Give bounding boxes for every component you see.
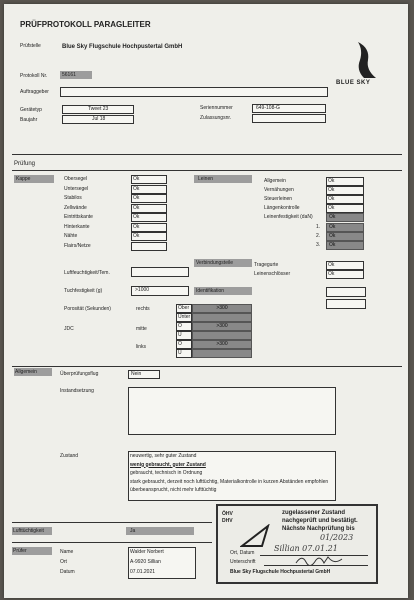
kappe-item-value: Ok — [131, 185, 167, 194]
stamp-line2: nachgeprüft und bestätigt. — [282, 518, 358, 524]
stamp-unterschrift-label: Unterschrift — [230, 559, 256, 565]
leinen-item-label: Allgemein — [264, 178, 286, 184]
pruefer-ort-value: A-9920 Sillian — [130, 559, 161, 565]
pruefstelle-label: Prüfstelle — [20, 43, 41, 49]
pruefer-name-label: Name — [60, 549, 74, 555]
verbindung-item-label: Leinenschlösser — [254, 271, 291, 277]
leinen-item-value: Ok — [326, 204, 364, 213]
section-divider — [12, 170, 402, 171]
kappe-label: Kappe — [16, 176, 31, 182]
mitte-label: mitte — [136, 326, 147, 332]
kappe-item-value: Ok — [131, 223, 167, 232]
stamp-company: Blue Sky Flugschule Hochpustertal GmbH — [230, 569, 331, 575]
logo-text: BLUE SKY — [336, 80, 371, 86]
stamp-next-date: 01/2023 — [320, 533, 354, 542]
kappe-item-value: Ok — [131, 194, 167, 203]
protokoll-nr-value: 56161 — [62, 72, 76, 78]
porositaet-side: U — [176, 349, 192, 358]
inspection-form — [4, 4, 408, 598]
porositaet-side: U — [176, 331, 192, 340]
leinen-num-value: Ok — [326, 232, 364, 241]
leinen-num-value: Ok — [326, 223, 364, 232]
porositaet-value: >300 — [192, 322, 252, 331]
leinen-item-label: Leinenfestigkeit (daN) — [264, 214, 313, 220]
leinen-num-value: Ok — [326, 241, 364, 250]
kappe-item-label: Obersegel — [64, 176, 88, 182]
seriennummer-label: Seriennummer — [200, 105, 233, 111]
leinen-item-value: Ok — [326, 213, 364, 222]
section-divider — [12, 366, 402, 367]
instandsetzung-field — [128, 387, 336, 435]
pruefer-label: Prüfer — [13, 548, 27, 554]
pruefer-datum-label: Datum — [60, 569, 75, 575]
zulassung-field — [252, 114, 326, 123]
leinen-item-label: Längenkontrolle — [264, 205, 300, 211]
stamp-ort-datum-value: Sillian 07.01.21 — [274, 544, 338, 553]
section-divider — [12, 154, 402, 155]
jdc-label: JDC — [64, 326, 74, 332]
luftfeuchte-field — [131, 267, 189, 277]
porositaet-label: Porosität (Sekunden) — [64, 306, 111, 312]
porositaet-value — [192, 331, 252, 340]
zustand-label: Zustand — [60, 453, 79, 459]
signature — [294, 553, 344, 567]
pruefung-label: Prüfung — [14, 161, 36, 167]
kappe-item-value — [131, 242, 167, 251]
stamp-line3: Nächste Nachprüfung bis — [282, 526, 355, 532]
kappe-item-label: Nähte — [64, 233, 78, 239]
leinen-label: Leinen — [198, 176, 214, 182]
porositaet-value — [192, 313, 252, 322]
protokoll-nr-label: Protokoll Nr. — [20, 73, 48, 79]
zustand-option: gebraucht, technisch in Ordnung — [130, 470, 203, 476]
allgemein-label: Allgemein — [15, 369, 37, 375]
porositaet-side: Unter — [178, 314, 191, 320]
porositaet-side: Ober — [176, 304, 192, 313]
zustand-option: neuwertig, sehr guter Zustand — [130, 453, 197, 459]
kappe-item-label: Hinterkante — [64, 223, 90, 230]
pruefer-name-value: Walder Norbert — [130, 549, 164, 555]
leinen-num: 2. — [316, 233, 321, 239]
section-divider — [12, 542, 212, 543]
rechts-label: rechts — [136, 306, 150, 312]
ueberpruefungsflug-value: Nein — [131, 371, 142, 377]
luftfeuchte-label: Luftfeuchtigkeit/Tem. — [64, 270, 110, 276]
section-divider — [12, 522, 212, 523]
kappe-item-label: Eintrittskante — [64, 214, 93, 220]
lufttuechtigkeit-label: Lufttüchtigkeit — [13, 528, 44, 534]
identifikation-field-1 — [326, 287, 366, 297]
verbindung-item-label: Tragegurte — [254, 262, 279, 268]
links-label: links — [136, 344, 147, 350]
leinen-item-label: Vernähungen — [264, 187, 294, 193]
blue-sky-logo — [354, 40, 382, 80]
zulassung-label: Zulassungsnr. — [200, 115, 232, 121]
tuchfestigkeit-value: >1000 — [135, 287, 150, 293]
zustand-option: wenig gebraucht, guter Zustand — [130, 461, 206, 468]
geraetetyp-value: Tweet 23 — [88, 106, 109, 112]
porositaet-value: >300 — [192, 304, 252, 313]
baujahr-label: Baujahr — [20, 117, 38, 123]
form-title: PRÜFPROTOKOLL PARAGLEITER — [20, 20, 151, 29]
lufttuechtigkeit-field — [126, 527, 194, 535]
kappe-item-value: Ok — [131, 213, 167, 222]
stamp-dhv: DHV — [222, 518, 233, 524]
pruefer-ort-label: Ort — [60, 559, 67, 565]
porositaet-side: O — [176, 322, 192, 331]
stamp-oehv: ÖHV — [222, 511, 233, 517]
kappe-item-label: Flairs/Netze — [64, 242, 91, 249]
verbindung-label: Verbindungsteile — [196, 260, 233, 266]
leinen-num: 3. — [316, 242, 321, 248]
leinen-item-label: Steuerleinen — [264, 196, 293, 202]
kappe-item-label: Untersegel — [64, 185, 89, 192]
zustand-option: stark gebraucht, derzeit noch lufttüchtig, Materialkontrolle in kurzen Abständen empfohlen — [130, 478, 329, 485]
geraetetyp-label: Gerätetyp — [20, 107, 42, 113]
stamp-ort-datum-label: Ort, Datum — [230, 550, 255, 556]
ueberpruefungsflug-label: Überprüfungsflug — [60, 371, 99, 377]
pruefstelle-value: Blue Sky Flugschule Hochpustertal GmbH — [62, 44, 183, 50]
lufttuechtigkeit-value: Ja — [130, 528, 136, 534]
pruefer-datum-value: 07.01.2021 — [130, 569, 156, 575]
stamp-emblem — [240, 524, 272, 548]
identifikation-label: Identifikation — [196, 288, 225, 294]
kappe-item-label: Zellwände — [64, 204, 87, 211]
kappe-item-value: Ok — [131, 175, 167, 184]
kappe-item-value: Ok — [131, 204, 167, 213]
leinen-item-value: Ok — [326, 186, 364, 195]
zustand-option: überbeansprucht, nicht mehr lufttüchtig — [130, 487, 217, 493]
baujahr-value: Jul 18 — [92, 116, 106, 122]
identifikation-field-2 — [326, 299, 366, 309]
verbindung-item-value: Ok — [326, 270, 364, 279]
stamp-line1: zugelassener Zustand — [282, 510, 346, 516]
leinen-item-value: Ok — [326, 195, 364, 204]
auftraggeber-field — [60, 87, 328, 97]
leinen-num: 1. — [316, 224, 321, 230]
instandsetzung-label: Instandsetzung — [60, 388, 94, 394]
leinen-item-value: Ok — [326, 177, 364, 186]
porositaet-value — [192, 349, 252, 358]
porositaet-side: O — [176, 340, 192, 349]
kappe-item-value: Ok — [131, 232, 167, 241]
kappe-item-label: Stabilos — [64, 195, 82, 201]
tuchfestigkeit-label: Tuchfestigkeit (g) — [64, 288, 103, 294]
auftraggeber-label: Auftraggeber — [20, 89, 49, 95]
seriennummer-value: 649-108-G — [256, 105, 280, 111]
verbindung-item-value: Ok — [326, 261, 364, 270]
porositaet-value: >300 — [192, 340, 252, 349]
